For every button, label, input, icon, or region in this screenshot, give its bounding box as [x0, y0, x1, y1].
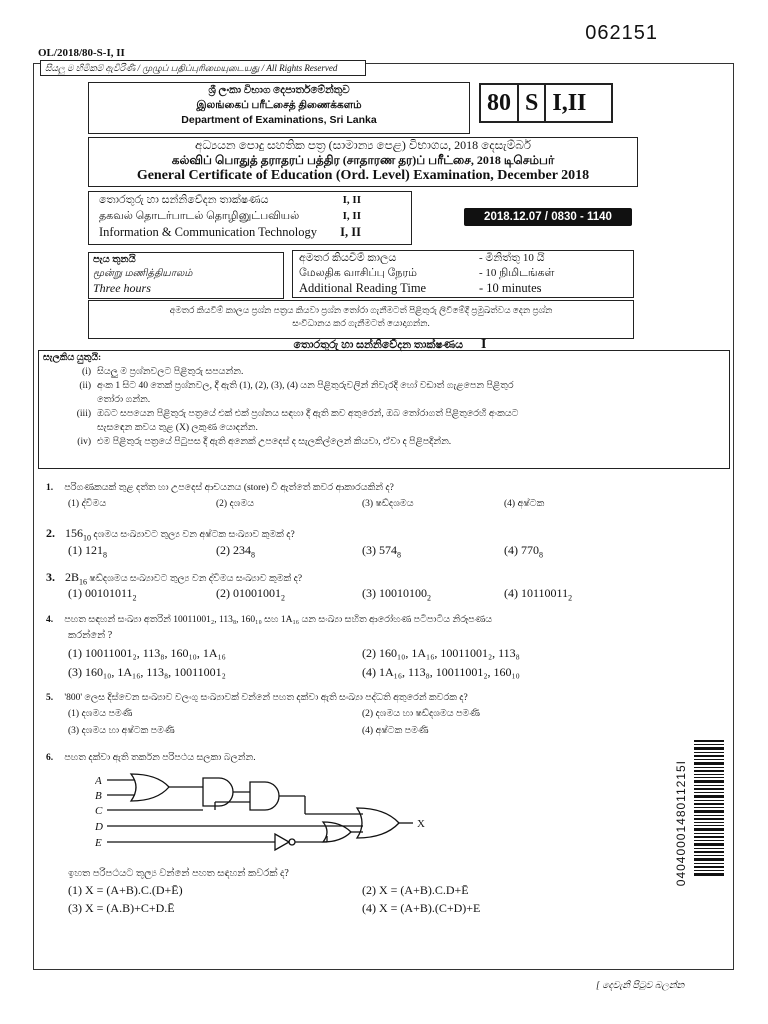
rights-notice: සියලු ම හිමිකම් ඇවිරිණි / முழுப் பதிப்புரிமையுடையது / All Rights Reserved	[40, 60, 366, 76]
option-value: (4) 770	[504, 543, 539, 557]
exam-si: අධ්‍යයන පොදු සහතික පත්‍ර (සාමාන්‍ය පෙළ) විභාගය, 2018 දෙසැම්බර්	[194, 138, 532, 152]
instruction-item	[39, 379, 729, 393]
section-title-name: තොරතුරු හා සන්නිවේදන තාක්ෂණය	[293, 339, 464, 351]
subject-parts-en: I, II	[340, 225, 361, 239]
instructions-heading: සැලකිය යුතුයි:	[43, 353, 102, 363]
barcode-text: 0404000148011215I	[674, 760, 688, 887]
question-number-base: 10	[83, 533, 91, 543]
barcode	[694, 738, 724, 878]
department-ta: இலங்கைப் பரீட்சைத் திணைக்களம்	[196, 100, 362, 111]
instruction-text: අංක 1 සිට 40 තෙක් ප්‍රශ්නවල, දී ඇති (1), (2), (3), (4) යන පිළිතුරුවලින් නිවැරදි හෝ වඩාත් ගැළපෙන පිළිතුර	[97, 381, 514, 391]
reading-note-line2: සංවිධානය කර ගැනීමටත් යොදාගන්න.	[292, 318, 430, 328]
option[interactable]: (2) දශමය	[216, 499, 255, 509]
question-number: 1.	[46, 483, 54, 493]
instruction-item	[39, 365, 729, 379]
department-header	[88, 82, 470, 134]
question-number: 2.	[46, 526, 55, 540]
reading-row-ta	[293, 266, 633, 281]
exam-title	[88, 137, 638, 187]
option-value: (3) 574	[362, 543, 397, 557]
input-label-c: C	[95, 805, 103, 817]
option[interactable]: (2) දශමය හා ෂඩ්දශමය පමණි	[362, 709, 480, 719]
instruction-text: සැසඳෙන කවය තුළ (X) ලකුණ යොදන්න.	[97, 423, 258, 433]
question-3	[46, 570, 302, 586]
question-6-prompt: ඉහත පරිපථයට තුල්‍ය වන්නේ පහත සඳහන් කවරක් ද?	[68, 868, 289, 879]
subject-name-ta: தகவல் தொடர்பாடல் தொழினுட்பவியல்	[99, 210, 300, 222]
question-number: 4.	[46, 615, 54, 625]
option-value: (3) 10010100	[362, 586, 427, 600]
instruction-number	[39, 421, 97, 435]
exam-ta: கல்விப் பொதுத் தராதரப் பத்திர (சாதாரண தர)ப் பரீட்சை, 2018 டிசெம்பர்	[171, 153, 555, 167]
question-number: 5.	[46, 693, 54, 703]
option[interactable]: (4) අෂ්ටක	[504, 499, 545, 509]
department-en: Department of Examinations, Sri Lanka	[181, 114, 377, 126]
question-2-options	[68, 543, 668, 561]
option[interactable]	[362, 586, 431, 602]
question-4-line2: කරන්නේ ?	[68, 630, 113, 641]
reading-value-en: - 10 minutes	[479, 281, 542, 295]
option-base: 2	[427, 593, 431, 603]
question-2	[46, 526, 295, 542]
question-number-base: 16	[79, 577, 88, 587]
reading-note	[88, 300, 634, 339]
question-1-options	[68, 498, 668, 514]
instruction-text: ඔබට සපයෙන පිළිතුරු පත්‍රයේ එක් එක් ප්‍රශ්නය සඳහා දී ඇති කව අතුරෙන්, ඔබ තෝරාගත් පිළිතුරෙහි අංකයට	[97, 409, 519, 419]
serial-number: 062151	[585, 22, 658, 44]
option-base: 2	[568, 593, 573, 603]
question-1	[46, 482, 394, 493]
instruction-number: (iv)	[77, 437, 91, 447]
paper-number-box	[479, 83, 613, 123]
option-value: (2) 01001001	[216, 586, 281, 600]
option-base: 8	[397, 550, 401, 560]
question-4	[46, 614, 706, 625]
option[interactable]: (3) ෂඩ්දශමය	[362, 499, 414, 509]
instruction-text: එම පිළිතුරු පත්‍රයේ පිටුපස දී ඇති අනෙක් උපදෙස් ද සැලකිල්ලෙන් කියවා, ඒවා ද පිළිපදින්න.	[97, 437, 452, 447]
question-number: 3.	[46, 570, 55, 584]
question-5	[46, 692, 706, 703]
question-number-value: 2B	[65, 570, 80, 584]
paper-code: OL/2018/80-S-I, II	[38, 47, 125, 59]
duration-ta: மூன்று மணித்தியாலம்	[93, 268, 193, 279]
instruction-item	[39, 393, 729, 407]
duration-box	[88, 252, 284, 299]
duration-si: පැය තුනයි	[93, 254, 136, 265]
option[interactable]	[68, 586, 137, 602]
option-base: 8	[539, 550, 543, 560]
option-value: (1) 00101011	[68, 586, 133, 600]
option-base: 2	[132, 593, 137, 603]
option[interactable]: (1) 10011001₂, 113₈, 160₁₀, 1A₁₆	[68, 646, 226, 660]
question-text: දශමය සංඛ්‍යාවට තුල්‍ය වන අෂ්ටක සංඛ්‍යාව කුමක් ද?	[91, 530, 295, 540]
question-text: පහත දක්වා ඇති තර්කන පරිපථය සලකා බලන්න.	[64, 753, 256, 763]
option-value: (2) 234	[216, 543, 251, 557]
input-label-a: A	[95, 775, 102, 787]
question-6-options	[68, 883, 668, 919]
question-6	[46, 752, 256, 763]
question-number: 6.	[46, 753, 54, 763]
option-base: 8	[103, 550, 107, 560]
option[interactable]: (4) X = (A+B).(C+D)+E	[362, 901, 481, 915]
option[interactable]	[68, 543, 107, 559]
subject-row-ta	[89, 208, 411, 224]
question-5-options	[68, 708, 668, 744]
input-label-b: B	[95, 790, 102, 802]
reading-value-si: - මිනිත්තු 10 යි	[479, 252, 545, 264]
option[interactable]: (1) X = (A+B).C.(D+Ē)	[68, 883, 183, 897]
subject-parts-si: I, II	[342, 194, 361, 206]
instructions-box	[38, 350, 730, 469]
paper-subject-code: 80	[481, 85, 519, 121]
question-text: පරිගණකයක් තුළ දත්ත හා උපදෙස් ආචයනය (store) වී ඇත්තේ කවර ආකාරයකින් ද?	[64, 483, 394, 493]
reading-value-ta: - 10 நிமிடங்கள்	[479, 267, 555, 279]
option[interactable]: (3) X = (A.B)+C+D.Ē	[68, 901, 175, 915]
exam-en: General Certificate of Education (Ord. Level) Examination, December 2018	[136, 168, 590, 183]
logic-circuit-diagram	[95, 770, 435, 870]
reading-row-si	[293, 251, 633, 266]
duration-en: Three hours	[93, 281, 151, 295]
question-text: ෂඩ්දශමය සංඛ්‍යාවට තුල්‍ය වන ද්විමය සංඛ්‍යාව කුමක් ද?	[87, 574, 303, 584]
option[interactable]	[216, 543, 255, 559]
option[interactable]: (3) 160₁₀, 1A₁₆, 113₈, 10011001₂	[68, 665, 226, 679]
option[interactable]	[504, 586, 572, 602]
instruction-item	[39, 435, 729, 449]
option[interactable]: (1) දශමය පමණි	[68, 709, 133, 719]
option[interactable]: (4) අෂ්ටක පමණි	[362, 726, 429, 736]
question-4-options	[68, 646, 668, 682]
question-number-value: 156	[65, 526, 83, 540]
paper-medium: S	[519, 85, 546, 121]
option-base: 2	[281, 593, 285, 603]
subject-row-si	[89, 192, 411, 208]
question-3-options	[68, 586, 688, 604]
paper-parts: I,II	[552, 89, 587, 116]
subject-parts-ta: I, II	[342, 210, 361, 222]
instruction-item	[39, 407, 729, 421]
instruction-number: (ii)	[79, 381, 91, 391]
option[interactable]: (3) දශමය හා අෂ්ටක පමණි	[68, 726, 175, 736]
reading-label-si: අමතර කියවීම් කාලය	[299, 252, 397, 264]
instruction-text: තෝරා ගන්න.	[97, 395, 151, 405]
output-label-x: X	[417, 818, 425, 830]
option[interactable]	[504, 543, 543, 559]
reading-note-line1: අමතර කියවීම් කාලය ප්‍රශ්න පත්‍රය කියවා ප්‍රශ්න තෝරා ගැනීමටත් පිළිතුරු ලිවීමේදී ප්‍රමුඛත්වය දෙන ප්‍රශ්න	[169, 305, 553, 315]
option-value: (1) 121	[68, 543, 103, 557]
instruction-text: සියලු ම ප්‍රශ්නවලට පිළිතුරු සපයන්න.	[97, 367, 244, 377]
instruction-item	[39, 421, 729, 435]
option[interactable]: (2) 160₁₀, 1A₁₆, 10011001₂, 113₈	[362, 646, 520, 660]
option[interactable]	[362, 543, 401, 559]
option[interactable]: (2) X = (A+B).C.D+Ē	[362, 883, 469, 897]
option-base: 8	[251, 550, 255, 560]
reading-time-box	[292, 250, 634, 298]
subject-name-en: Information & Communication Technology	[99, 225, 317, 239]
input-label-e: E	[95, 837, 102, 849]
subject-name-si: තොරතුරු හා සන්නිවේදන තාක්ෂණය	[99, 194, 269, 206]
option-value: (4) 10110011	[504, 586, 569, 600]
date-time-badge: 2018.12.07 / 0830 - 1140	[464, 208, 632, 226]
section-title-part: I	[481, 337, 487, 352]
reading-label-ta: மேலதிக வாசிப்பு நேரம்	[299, 267, 418, 279]
input-label-d: D	[95, 821, 103, 833]
page-footer: [ දෙවැනි පිටුව බලන්න	[596, 981, 685, 991]
subject-row-en	[89, 224, 411, 240]
reading-row-en	[293, 281, 633, 296]
option[interactable]	[216, 586, 285, 602]
question-text: පහත සඳහන් සංඛ්‍යා අතරින් 10011001₂, 113₈, 160₁₀ සහ 1A₁₆ යන සංඛ්‍යා සහිත ආරෝහණ පටිපාටිය නිරූපණය	[64, 615, 493, 625]
instruction-number	[39, 393, 97, 407]
department-si: ශ්‍රී ලංකා විභාග දෙපාර්තමේන්තුව	[208, 85, 350, 96]
instruction-number: (i)	[82, 367, 91, 377]
instruction-number: (iii)	[76, 409, 91, 419]
option[interactable]: (4) 1A₁₆, 113₈, 10011001₂, 160₁₀	[362, 665, 520, 679]
option[interactable]: (1) ද්විමය	[68, 499, 107, 509]
subject-box	[88, 191, 412, 245]
reading-label-en: Additional Reading Time	[299, 281, 427, 295]
question-text: '800' ලෙස දිස්වෙන සංඛ්‍යාව වලංගු සංඛ්‍යාවක් වන්නේ පහත දක්වා ඇති සංඛ්‍යා පද්ධති අතුරෙන් කවරක ද?	[64, 693, 468, 703]
